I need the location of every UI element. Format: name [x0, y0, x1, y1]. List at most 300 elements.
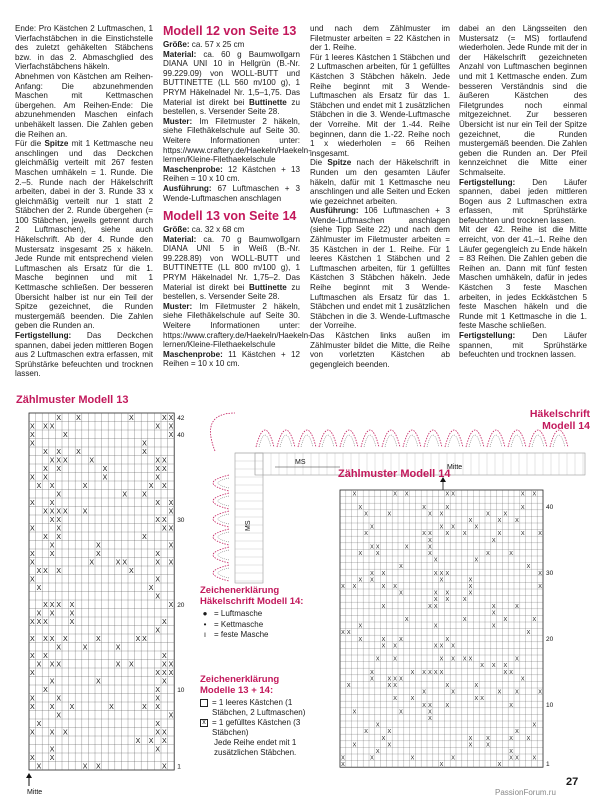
filled-cell: X — [509, 551, 513, 557]
col4-paragraph: Fertigstellung: Den Läufer spannen, mit Sprühstärke befeuchten und trocknen lassen. — [459, 331, 587, 360]
scallop — [403, 430, 421, 447]
filled-cell: X — [468, 577, 473, 584]
filled-cell: X — [49, 636, 55, 643]
filled-cell: X — [89, 457, 95, 465]
scallop — [256, 430, 274, 447]
filled-cell: X — [49, 661, 55, 669]
filled-cell: X — [36, 721, 42, 728]
scallop-inner — [406, 435, 418, 447]
scallop-inner — [532, 435, 544, 447]
scallop — [213, 547, 229, 563]
filled-cell: X — [364, 729, 368, 736]
filled-cell: X — [491, 610, 496, 617]
filled-cell: X — [161, 619, 167, 626]
scallop-inner — [364, 435, 376, 447]
filled-cell: X — [142, 440, 147, 448]
filled-cell: X — [109, 704, 114, 711]
scallop-inner — [553, 435, 565, 447]
filled-cell: X — [462, 531, 467, 538]
filled-cell: X — [341, 584, 345, 590]
filled-cell: X — [161, 661, 167, 669]
col3-paragraph: Ausführung: 106 Luftmaschen + 3 Wende-Luftmaschen anschlagen (siehe Tipp Seite 22) und nach dem Zählmuster im Filetmuster arbeiten = 35 Kästchen in der 1. Reihe. Für 1 leeres Kästchen 1 Stäbchen und 2 Luftmaschen arbeiten, für 1 gefülltes Kästchen 3 Stäbchen häkeln. Jede Reihe beginnt mit 3 Wende-Luftmaschen als Ersatz für das 1. Stäbchen und endet mit 1 zusätzlichen Stäbchen in die 3. Wende-Luftmasche der Vorreihe. — [310, 206, 450, 331]
chart-13-title: Zählmuster Modell 13 — [16, 394, 129, 406]
scallop — [213, 511, 229, 527]
filled-cell: X — [387, 676, 392, 683]
legend-text: = feste Masche — [214, 630, 269, 639]
filled-cell: X — [49, 746, 55, 754]
filled-cell: X — [69, 704, 75, 711]
filled-cell: X — [428, 544, 432, 551]
legend-row — [200, 630, 325, 640]
filled-cell: X — [43, 568, 48, 575]
filled-cell: X — [439, 511, 444, 518]
filled-cell: X — [115, 559, 121, 567]
filled-cell: X — [155, 687, 161, 694]
filled-cell: X — [439, 524, 444, 531]
filled-cell: X — [155, 423, 161, 431]
filled-cell: X — [29, 551, 35, 558]
filled-cell: X — [352, 709, 357, 716]
scallop — [424, 430, 442, 447]
filled-cell: X — [43, 423, 48, 431]
filled-cell: X — [358, 551, 363, 557]
filled-cell: X — [526, 735, 531, 742]
filled-cell: X — [428, 537, 432, 544]
filled-cell: X — [428, 531, 432, 538]
haekelschrift-subtitle: Modell 14 — [542, 420, 590, 432]
scallop — [213, 475, 229, 491]
filled-cell: X — [155, 593, 161, 601]
filled-cell: X — [168, 661, 174, 669]
filled-cell: X — [439, 669, 444, 676]
filled-cell: X — [491, 663, 496, 670]
filled-cell: X — [439, 570, 444, 577]
filled-cell: X — [148, 738, 154, 745]
filled-cell: X — [62, 636, 68, 643]
filled-cell: X — [399, 676, 403, 683]
filled-cell: X — [29, 704, 35, 711]
filled-cell: X — [428, 716, 432, 722]
filled-cell: X — [532, 755, 537, 762]
legend-row — [200, 698, 325, 717]
filled-cell: X — [486, 742, 490, 749]
filled-cell: X — [526, 630, 531, 637]
filled-cell: X — [445, 636, 450, 643]
filled-cell: X — [381, 603, 386, 610]
text-column-2 — [163, 24, 311, 369]
filled-cell: X — [387, 683, 392, 689]
legend-14-title: Zeichenerklärung Häkelschrift Modell 14: — [200, 585, 304, 607]
filled-cell: X — [538, 570, 542, 577]
scallop-inner — [511, 435, 523, 447]
filled-cell: X — [341, 755, 345, 762]
filled-cell: X — [43, 508, 48, 516]
filled-cell: X — [515, 689, 519, 696]
filled-cell: X — [56, 644, 62, 652]
filled-cell: X — [49, 483, 55, 490]
filled-cell: X — [155, 670, 161, 677]
filled-cell: X — [451, 689, 455, 696]
filled-cell: X — [393, 656, 397, 663]
text-column-4 — [459, 24, 587, 360]
filled-cell: X — [49, 678, 55, 686]
scallop-inner — [218, 478, 229, 488]
filled-cell: X — [462, 597, 467, 604]
row-label: 20 — [546, 635, 554, 643]
row-label: 1 — [546, 761, 550, 769]
filled-cell: X — [161, 670, 167, 677]
corner-scallop — [211, 413, 236, 451]
filled-cell: X — [49, 508, 55, 516]
filled-cell: X — [370, 577, 374, 584]
scallop-inner — [427, 435, 439, 447]
filled-cell: X — [43, 619, 48, 626]
filled-cell: X — [142, 636, 147, 643]
scallop-inner — [218, 550, 229, 560]
filled-cell: X — [161, 738, 167, 745]
ms-label-vertical: MS — [245, 520, 252, 531]
scallop — [340, 430, 358, 447]
filled-cell: X — [168, 423, 174, 431]
row-label: 40 — [546, 503, 554, 511]
filled-cell: X — [49, 755, 55, 762]
filled-cell: X — [433, 623, 438, 630]
filled-cell: X — [497, 531, 502, 538]
filled-cell: X — [155, 721, 161, 728]
col3-paragraph: Für 1 leeres Kästchen 1 Stäbchen und 2 Luftmaschen arbeiten, für 1 gefülltes Kästchen 3 Stäbchen häkeln. Jede Reihe beginnt mit 3 Wende-Luftmaschen als Ersatz für das 1. Stäbchen und endet mit 1 zusätzlichen Stäbchen in die 3. Wende-Luftmasche der Vorreihe. Mit der 1.-44. Reihe beginnen, dann die 1.-22. Reihe noch 1 x wiederholen = 66 Reihen insgesamt. — [310, 52, 450, 158]
filled-cell: X — [433, 557, 438, 564]
filled-cell: X — [341, 762, 345, 769]
filled-cell: X — [399, 590, 403, 597]
filled-cell: X — [82, 508, 88, 516]
filled-cell: X — [352, 742, 357, 749]
filled-cell: X — [161, 466, 167, 473]
m12-paragraph: Material: ca. 60 g Baumwollgarn DIANA UNI 10 in Hellgrün (B.-Nr. 99.229.09) von WOLL-BUTT und BUTTINETTE (LL 560 m/100 g), 1 PRYM Häkelnadel Nr. 1,5–1,75. Das Material ist direkt bei Buttinette zu bestellen, s. Versender Seite 28. — [163, 49, 300, 117]
legend-modell-14 — [200, 585, 325, 641]
filled-cell: X — [168, 712, 174, 720]
filled-cell: X — [503, 669, 508, 676]
filled-cell: X — [82, 763, 88, 771]
filled-cell: X — [56, 534, 62, 541]
legend-symbol: x — [200, 719, 208, 727]
filled-cell: X — [451, 524, 455, 531]
filled-cell: X — [49, 704, 55, 711]
filled-cell: X — [155, 474, 161, 482]
filled-cell: X — [433, 597, 438, 604]
filled-cell: X — [76, 415, 81, 422]
filled-cell: X — [29, 619, 35, 626]
legend-symbol: ● — [202, 609, 208, 618]
filled-cell: X — [49, 517, 55, 524]
filled-cell: X — [370, 676, 374, 683]
center-arrow-head — [26, 773, 32, 778]
filled-cell: X — [370, 524, 374, 531]
filled-cell: X — [445, 683, 450, 689]
filled-cell: X — [95, 636, 101, 643]
scallop-inner — [448, 435, 460, 447]
m12-paragraph: Muster: Im Filetmuster 2 häkeln, siehe Filethäkelschule auf Seite 30. Weitere Informationen unter: https://www.craftery.de/Haekeln/Haekeln-lernen/Kleine-Filethaekelschule — [163, 116, 311, 165]
watermark: PassionForum.ru — [495, 788, 556, 797]
filled-cell: X — [161, 525, 167, 533]
page-number: 27 — [566, 776, 579, 788]
filled-cell: X — [480, 696, 484, 703]
filled-cell: X — [526, 564, 531, 571]
filled-cell: X — [387, 511, 392, 518]
row-label: 30 — [177, 517, 185, 524]
filled-cell: X — [520, 531, 525, 538]
row-label: 30 — [546, 569, 554, 577]
filled-cell: X — [358, 577, 363, 584]
filled-cell: X — [89, 559, 95, 567]
filled-cell: X — [56, 517, 62, 524]
filled-cell: X — [468, 742, 473, 749]
filled-cell: X — [49, 610, 55, 618]
filled-cell: X — [155, 576, 161, 584]
filled-cell: X — [404, 617, 409, 623]
scallop-inner — [280, 435, 292, 447]
filled-cell: X — [49, 729, 55, 737]
filled-cell: X — [433, 570, 438, 577]
scallop — [487, 430, 505, 447]
filled-cell: X — [515, 518, 519, 524]
col3-paragraph: und nach dem Zählmuster im Filetmuster arbeiten = 22 Kästchen in der 1. Reihe. — [310, 24, 450, 53]
m12-paragraph: Ausführung: 67 Luftmaschen + 3 Wende-Luftmaschen anschlagen — [163, 183, 300, 203]
filled-cell: X — [375, 544, 380, 551]
filled-cell: X — [381, 584, 386, 590]
filled-cell: X — [428, 603, 432, 610]
filled-cell: X — [69, 610, 75, 618]
legend-symbol: ı — [203, 630, 207, 639]
scallop — [213, 529, 229, 545]
m13-paragraph: Größe: ca. 32 x 68 cm — [163, 225, 245, 235]
filled-cell: X — [29, 636, 35, 643]
filled-cell: X — [36, 610, 42, 618]
filled-cell: X — [43, 466, 48, 473]
filled-cell: X — [56, 415, 62, 422]
m12-paragraph: Größe: ca. 57 x 25 cm — [163, 40, 245, 49]
filled-cell: X — [497, 689, 502, 696]
filled-cell: X — [36, 483, 42, 490]
filled-cell: X — [56, 525, 62, 533]
filled-cell: X — [69, 602, 75, 609]
filled-cell: X — [155, 551, 161, 558]
filled-cell: X — [486, 551, 490, 557]
scallop — [529, 430, 547, 447]
strip-frame — [235, 453, 263, 583]
scallop — [445, 430, 463, 447]
filled-cell: X — [445, 590, 450, 597]
legend-row — [200, 609, 325, 619]
filled-cell: X — [480, 663, 484, 670]
filled-cell: X — [29, 695, 35, 703]
filled-cell: X — [433, 590, 438, 597]
filled-cell: X — [422, 702, 426, 709]
legend-row — [200, 718, 325, 737]
filled-cell: X — [520, 504, 525, 511]
filled-cell: X — [142, 534, 147, 541]
filled-cell: X — [509, 669, 513, 676]
mitte-label: Mitte — [447, 464, 463, 471]
scallop — [213, 493, 229, 509]
row-label: 10 — [177, 687, 185, 694]
filled-cell: X — [358, 636, 363, 643]
scallop — [382, 430, 400, 447]
filled-cell: X — [428, 511, 432, 518]
filled-cell: X — [148, 585, 154, 592]
filled-cell: X — [399, 564, 403, 571]
filled-cell: X — [161, 483, 167, 490]
filled-cell: X — [115, 661, 121, 669]
scallop-inner — [301, 435, 313, 447]
legend-text: = 1 gefülltes Kästchen (3 Stäbchen) — [212, 718, 301, 737]
scallop — [319, 430, 337, 447]
text-column-1 — [15, 24, 153, 379]
filled-cell: X — [29, 432, 35, 439]
filled-cell: X — [56, 449, 62, 456]
filled-cell: X — [439, 577, 444, 584]
col3-paragraph: Das Kästchen links außen im Zählmuster bildet die Mitte, die Reihe von vorletzten Kästchen ab gegengleich beenden. — [310, 331, 450, 369]
filled-cell: X — [128, 568, 134, 575]
filled-cell: X — [445, 491, 450, 498]
filled-cell: X — [155, 746, 161, 754]
filled-cell: X — [161, 678, 167, 686]
filled-cell: X — [82, 483, 88, 490]
filled-cell: X — [29, 670, 35, 677]
filled-cell: X — [486, 511, 490, 518]
filled-cell: X — [381, 570, 386, 577]
filled-cell: X — [56, 695, 62, 703]
legend-text: Jede Reihe endet mit 1 zusätzlichen Stäbchen. — [214, 738, 297, 757]
scallop-inner — [490, 435, 502, 447]
filled-cell: X — [399, 636, 403, 643]
filled-cell: X — [49, 602, 55, 609]
filled-cell: X — [538, 531, 542, 538]
filled-cell: X — [155, 517, 161, 524]
modell-13-heading: Modell 13 von Seite 14 — [163, 209, 297, 224]
filled-cell: X — [43, 449, 48, 456]
filled-cell: X — [393, 491, 397, 498]
filled-cell: X — [95, 542, 101, 550]
legend-symbol: • — [203, 619, 207, 629]
scallop — [277, 430, 295, 447]
legend-text: = 1 leeres Kästchen (1 Stäbchen, 2 Luftmaschen) — [212, 698, 306, 717]
filled-cell: X — [439, 643, 444, 650]
filled-cell: X — [375, 749, 380, 755]
filled-cell: X — [451, 643, 455, 650]
filled-cell: X — [532, 617, 537, 623]
filled-cell: X — [538, 689, 542, 696]
chart-14-grid — [332, 482, 582, 772]
filled-cell: X — [135, 636, 141, 643]
filled-cell: X — [538, 584, 542, 590]
filled-cell: X — [155, 457, 161, 465]
filled-cell: X — [520, 491, 525, 498]
scallop — [213, 565, 229, 581]
filled-cell: X — [445, 504, 450, 511]
filled-cell: X — [29, 653, 35, 660]
scallop-inner — [218, 496, 229, 506]
filled-cell: X — [161, 415, 167, 422]
modell-13-body — [163, 225, 311, 369]
filled-cell: X — [381, 643, 386, 650]
filled-cell: X — [62, 457, 68, 465]
filled-cell: X — [56, 508, 62, 516]
row-label: 20 — [177, 602, 185, 609]
filled-cell: X — [532, 491, 537, 498]
filled-cell: X — [387, 729, 392, 736]
scallop-inner — [259, 435, 271, 447]
filled-cell: X — [422, 504, 426, 511]
filled-cell: X — [462, 617, 467, 623]
filled-cell: X — [29, 474, 35, 482]
filled-cell: X — [168, 432, 174, 439]
filled-cell: X — [497, 518, 502, 524]
filled-cell: X — [445, 531, 450, 538]
filled-cell: X — [474, 683, 479, 689]
scallop-inner — [218, 568, 229, 578]
filled-cell: X — [43, 653, 48, 660]
filled-cell: X — [36, 568, 42, 575]
filled-cell: X — [135, 738, 141, 745]
filled-cell: X — [364, 511, 368, 518]
filled-cell: X — [428, 551, 432, 557]
scallop-inner — [385, 435, 397, 447]
filled-cell: X — [56, 466, 62, 473]
filled-cell: X — [102, 466, 108, 473]
scallop — [508, 430, 526, 447]
filled-cell: X — [393, 683, 397, 689]
filled-cell: X — [346, 683, 351, 689]
filled-cell: X — [168, 508, 174, 516]
filled-cell: X — [115, 644, 121, 652]
filled-cell: X — [404, 491, 409, 498]
filled-cell: X — [122, 559, 128, 567]
chart-14-title: Zählmuster Modell 14 — [338, 468, 451, 480]
filled-cell: X — [358, 504, 363, 511]
filled-cell: X — [142, 491, 147, 499]
filled-cell: X — [36, 661, 42, 669]
filled-cell: X — [370, 544, 374, 551]
filled-cell: X — [161, 763, 167, 771]
filled-cell: X — [503, 663, 508, 670]
filled-cell: X — [375, 551, 380, 557]
scallop-inner — [469, 435, 481, 447]
filled-cell: X — [56, 491, 62, 499]
filled-cell: X — [468, 656, 473, 663]
filled-cell: X — [142, 449, 147, 456]
filled-cell: X — [393, 643, 397, 650]
filled-cell: X — [155, 466, 161, 473]
filled-cell: X — [381, 636, 386, 643]
filled-cell: X — [439, 656, 444, 663]
filled-cell: X — [29, 500, 35, 507]
scallop-inner — [322, 435, 334, 447]
legend-modell-13-14 — [200, 674, 325, 758]
filled-cell: X — [433, 669, 438, 676]
filled-cell: X — [82, 644, 88, 652]
row-label: 1 — [177, 763, 181, 771]
filled-cell: X — [451, 656, 455, 663]
m12-paragraph: Maschenprobe: 12 Kästchen + 13 Reihen = 10 x 10 cm. — [163, 164, 300, 184]
col1-paragraph: Für die Spitze mit 1 Kettmasche neu anschlingen und das Deckchen gleichmäßig verteilt mit 267 festen Maschen umhäkeln = 1. Runde. Die 2.–5. Runde nach der Häkelschrift arbeiten, dabei in der 3. Runde 33 x gleichmäßig verteilt nur 1 statt 2 Stäbchen der 2. Runde übergehen (= 100 Stäbchen, jeweils getrennt durch 2 Luftmaschen), siehe auch Häkelschrift. Ab der 4. Runde den Mustersatz insgesamt 25 x häkeln. Jede Runde mit entsprechend vielen Luftmaschen als Ersatz für die 1. Masche beginnen und mit 1 Kettmasche schließen. Der besseren Übersicht halber ist nur ein Teil der Spitze gezeichnet, die Runden mustergemäß beenden. Die Zahlen geben die Runden an. — [15, 139, 153, 331]
filled-cell: X — [29, 729, 35, 737]
filled-cell: X — [155, 729, 161, 737]
filled-cell: X — [36, 763, 42, 771]
filled-cell: X — [155, 704, 161, 711]
filled-cell: X — [49, 423, 55, 431]
filled-cell: X — [43, 687, 48, 694]
filled-cell: X — [168, 415, 174, 422]
